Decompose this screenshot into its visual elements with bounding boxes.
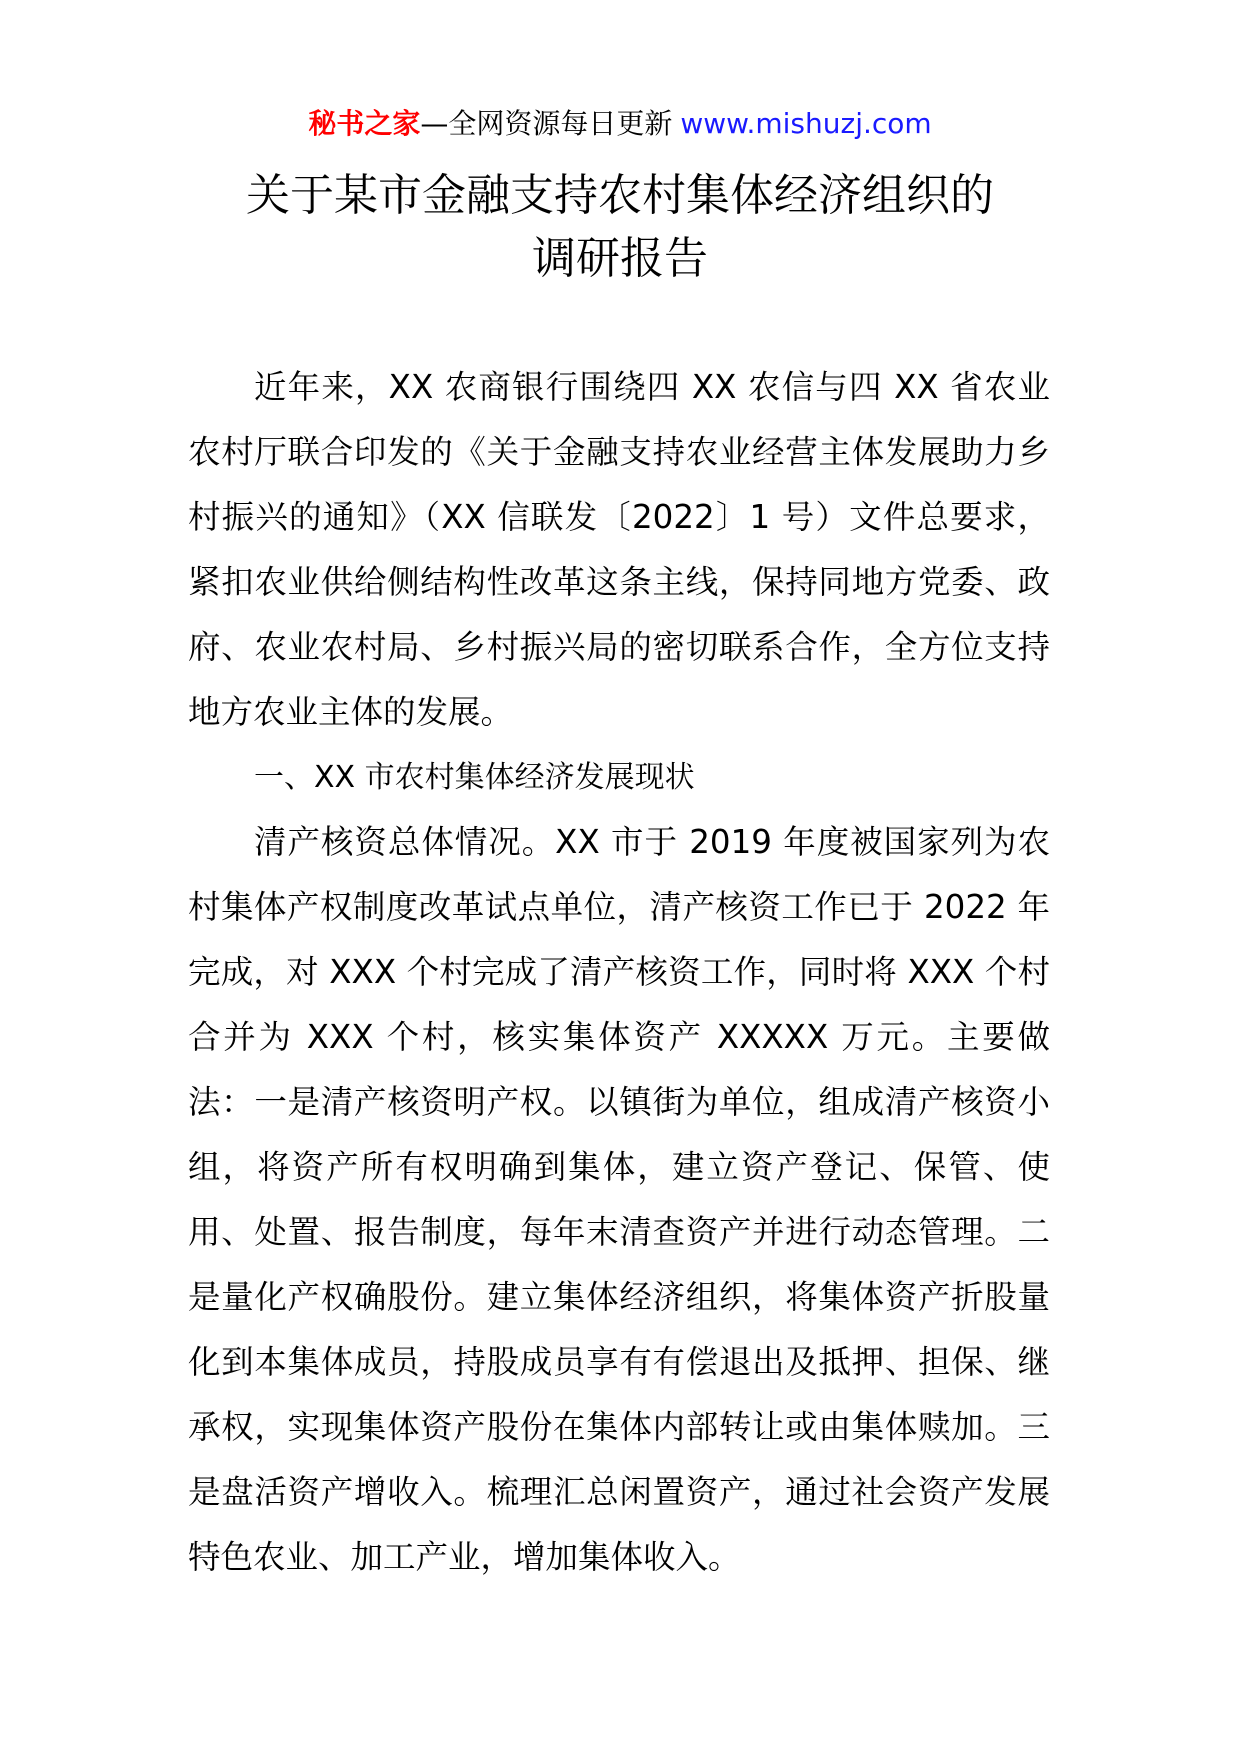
site-url-link[interactable]: www.mishuzj.com <box>680 107 932 140</box>
section-heading: 一、XX 市农村集体经济发展现状 <box>254 760 695 795</box>
title-line-2: 调研报告 <box>532 233 708 284</box>
body-paragraph: 清产核资总体情况。XX 市于 2019 年度被国家列为农村集体产权制度改革试点单位，清产核资工作已于 2022 年完成，对 XXX 个村完成了清产核资工作，同时将 XXX 个村合并为 XXX 个村，核实集体资产 XXXXX 万元。主要做法：一是清产核资明产权。以镇街为单位，组成清产核资小组，将资产所有权明确到集体，建立资产登记、保管、使用、处置、报告制度，每年末清查资产并进行动态管理。二是量化产权确股份。建立集体经济组织，将集体资产折股量化到本集体成员，持股成员享有有偿退出及抵押、担保、继承权，实现集体资产股份在集体内部转让或由集体赎加。三是盘活资产增收入。梳理汇总闲置资产，通过社会资产发展特色农业、加工产业，增加集体收入。 <box>188 823 1050 1576</box>
site-header <box>0 104 1240 144</box>
header-tagline: —全网资源每日更新 <box>420 107 673 140</box>
intro-paragraph: 近年来，XX 农商银行围绕四 XX 农信与四 XX 省农业农村厅联合印发的《关于金融支持农业经营主体发展助力乡村振兴的通知》（XX 信联发〔2022〕1 号）文件总要求，紧扣农业供给侧结构性改革这条主线，保持同地方党委、政府、农业农村局、乡村振兴局的密切联系合作，全方位支持地方农业主体的发展。 <box>188 368 1050 731</box>
document-body <box>188 355 1050 1590</box>
document-title <box>0 164 1240 290</box>
title-line-1: 关于某市金融支持农村集体经济组织的 <box>246 170 994 221</box>
brand-name: 秘书之家 <box>308 107 421 140</box>
